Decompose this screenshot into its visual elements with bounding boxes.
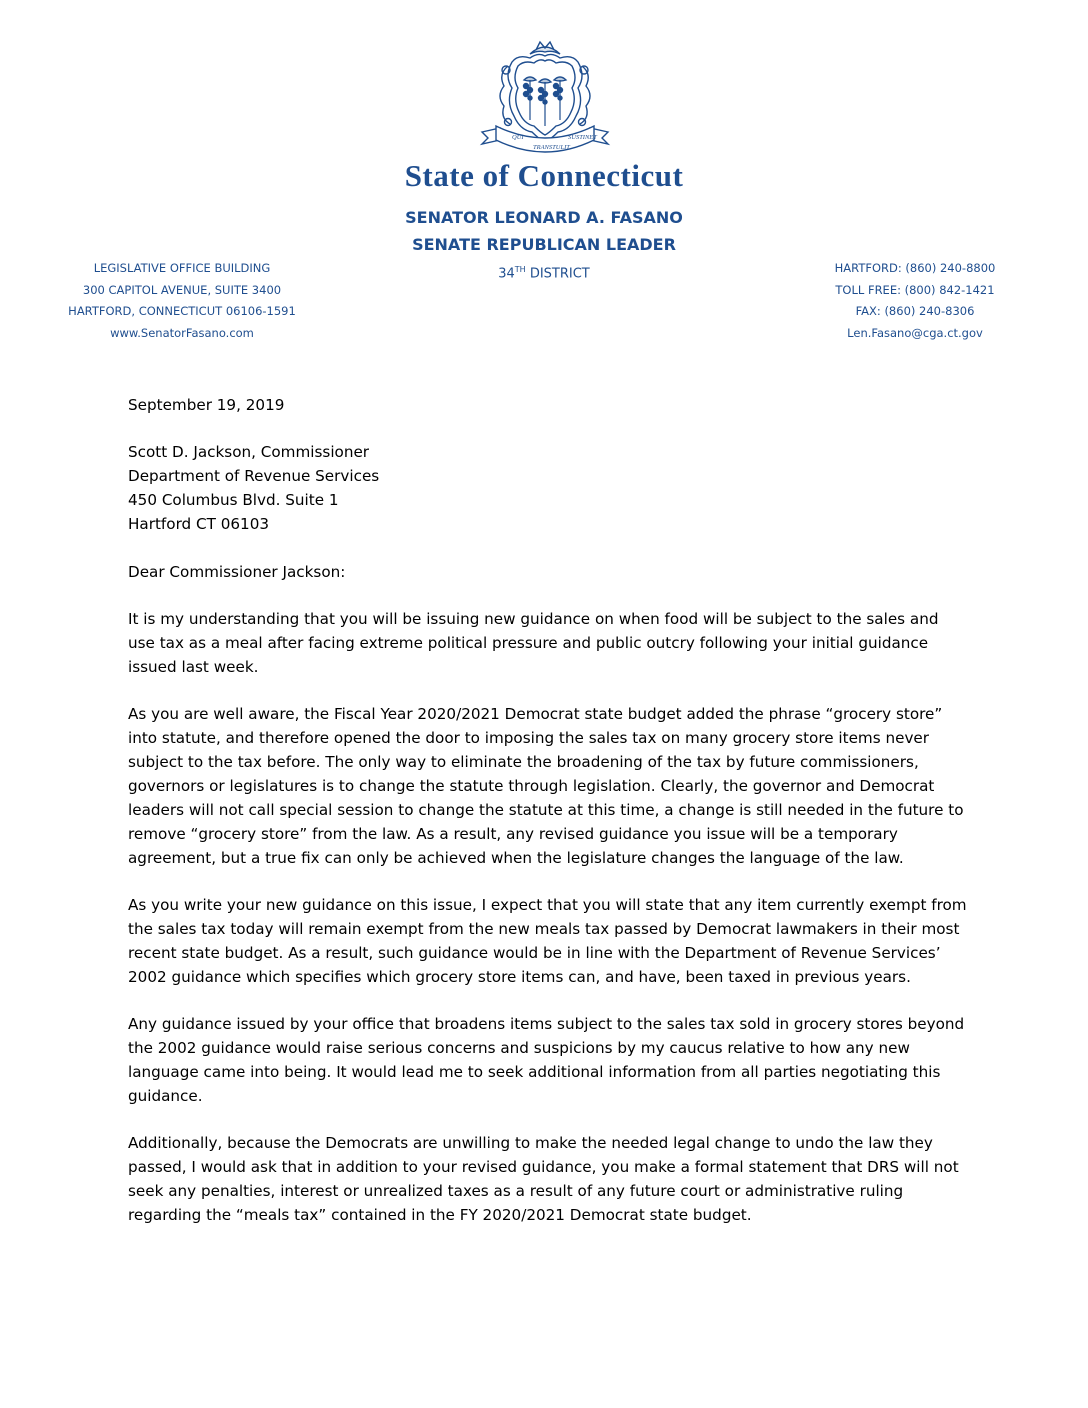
paragraph: As you are well aware, the Fiscal Year 2020/2021 Democrat state budget added the phrase “grocery store” into statute, and therefore opened the door to imposing the sales tax on many grocery store items never subject to the tax before. The only way to eliminate the broadening of the tax by future commissioners, governors or legislatures is to change the statute through legislation. Clearly, the governor and Democrat leaders will not call special session to change the statute at this time, a change is still needed in the future to remove “grocery store” from the law. As a result, any revised guidance you issue will be a temporary agreement, but a true fix can only be achieved when the legislature changes the language of the law.: [128, 705, 964, 867]
recipient-address: [128, 440, 968, 536]
district-suffix: TH: [514, 265, 526, 274]
senator-name: SENATOR LEONARD A. FASANO: [405, 208, 683, 227]
svg-text:QUI: QUI: [512, 134, 524, 141]
state-seal-logo: [478, 36, 612, 162]
office-building: LEGISLATIVE OFFICE BUILDING: [93, 261, 271, 275]
recipient-name: Scott D. Jackson, Commissioner: [128, 443, 370, 461]
fax-number: FAX: (860) 240-8306: [855, 304, 975, 318]
letter-date: September 19, 2019: [128, 396, 285, 414]
district-word: DISTRICT: [525, 266, 590, 282]
office-street: 300 CAPITOL AVENUE, SUITE 3400: [82, 282, 282, 297]
paragraph: Any guidance issued by your office that broadens items subject to the sales tax sold in grocery stores beyond the 2002 guidance would raise serious concerns and suspicions by my caucus relative to how any new language came into being. It would lead me to seek additional information from all parties negotiating this guidance.: [128, 1015, 965, 1105]
toll-free-phone: TOLL FREE: (800) 842-1421: [835, 282, 995, 297]
paragraph: Additionally, because the Democrats are unwilling to make the needed legal change to undo the law they passed, I would ask that in addition to your revised guidance, you make a formal statement that DRS will not seek any penalties, interest or unrealized taxes as a result of any future court or administrative ruling regarding the “meals tax” contained in the FY 2020/2021 Democrat state budget.: [128, 1134, 959, 1224]
recipient-city: Hartford CT 06103: [128, 515, 270, 533]
district-number: 34: [498, 266, 515, 282]
salutation: Dear Commissioner Jackson:: [128, 563, 346, 581]
hartford-phone: HARTFORD: (860) 240-8800: [834, 261, 996, 275]
paragraph: As you write your new guidance on this issue, I expect that you will state that any item currently exempt from the sales tax today will remain exempt from the new meals tax passed by Democrat lawmakers in their most recent state budget. As a result, such guidance would be in line with the Department of Revenue Services’ 2002 guidance which specifies which grocery store items can, and have, been taxed in previous years.: [128, 896, 967, 986]
paragraph: It is my understanding that you will be issuing new guidance on when food will be subject to the sales and use tax as a meal after facing extreme political pressure and public outcry following your initial guidance issued last week.: [128, 610, 939, 676]
website-link[interactable]: www.SenatorFasano.com: [110, 325, 254, 340]
contact-block: [820, 258, 1010, 344]
senator-title: SENATE REPUBLICAN LEADER: [412, 235, 676, 254]
letter-body: [128, 393, 968, 1250]
state-title: State of Connecticut: [404, 158, 684, 193]
svg-text:SUSTINET: SUSTINET: [568, 134, 597, 141]
office-city: HARTFORD, CONNECTICUT 06106-1591: [68, 304, 296, 318]
recipient-department: Department of Revenue Services: [128, 467, 380, 485]
recipient-street: 450 Columbus Blvd. Suite 1: [128, 491, 339, 509]
email-link[interactable]: Len.Fasano@cga.ct.gov: [847, 325, 983, 340]
office-address-block: [60, 258, 304, 344]
svg-text:TRANSTULIT: TRANSTULIT: [533, 144, 570, 151]
